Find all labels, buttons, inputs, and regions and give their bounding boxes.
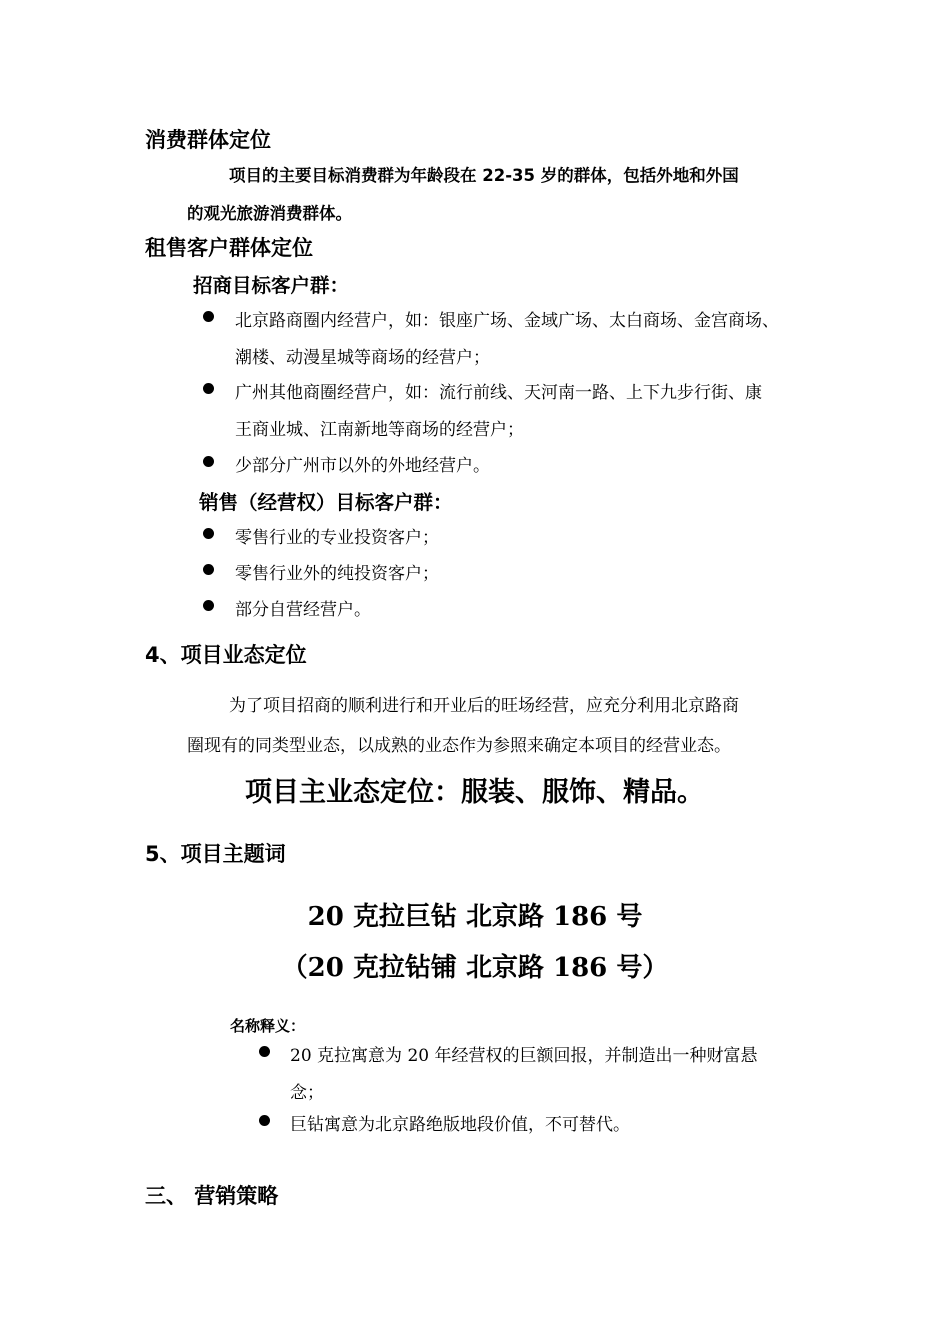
bullet-icon [203,311,214,322]
consumer-text-line2: 的观光旅游消费群体。 [187,204,352,223]
leasing-item-2-line2: 王商业城、江南新地等商场的经营户； [235,420,524,440]
heading-section-4: 4、项目业态定位 [145,643,307,667]
name-explanation-label: 名称释义： [230,1017,306,1035]
bullet-icon [203,528,214,539]
leasing-item-2-line1: 广州其他商圈经营户，如：流行前线、天河南一路、上下九步行街、康 [235,383,762,403]
leasing-item-3: 少部分广州市以外的外地经营户。 [235,456,490,476]
leasing-item-1-line2: 潮楼、动漫星城等商场的经营户； [235,348,490,368]
leasing-item-1-line1: 北京路商圈内经营户，如：银座广场、金域广场、太白商场、金宫商场、 [235,311,779,331]
theme-title-2: （20 克拉钻铺 北京路 186 号） [281,953,669,983]
theme-title-1: 20 克拉巨钻 北京路 186 号 [307,902,643,932]
bullet-icon [203,600,214,611]
sales-item-1: 零售行业的专业投资客户； [235,528,439,548]
sales-item-2: 零售行业外的纯投资客户； [235,564,439,584]
bullet-icon [203,383,214,394]
bullet-icon [203,564,214,575]
bullet-icon [259,1115,270,1126]
bullet-icon [259,1046,270,1057]
heading-consumer-positioning: 消费群体定位 [145,128,271,152]
heading-section-5: 5、项目主题词 [145,842,286,866]
heading-section-three: 三、 营销策略 [145,1184,279,1208]
explain-item-1-line1: 20 克拉寓意为 20 年经营权的巨额回报，并制造出一种财富悬 [290,1046,758,1066]
sales-item-3: 部分自营经营户。 [235,600,371,620]
heading-tenant-positioning: 租售客户群体定位 [145,236,313,260]
explain-item-1-line2: 念； [290,1083,324,1103]
business-highlight: 项目主业态定位：服装、服饰、精品。 [245,777,704,808]
sec4-text-line1: 为了项目招商的顺利进行和开业后的旺场经营，应充分利用北京路商 [229,696,739,716]
bullet-icon [203,456,214,467]
subheading-sales: 销售（经营权）目标客户群： [199,491,453,514]
sec4-text-line2: 圈现有的同类型业态，以成熟的业态作为参照来确定本项目的经营业态。 [187,736,731,756]
consumer-text-line1: 项目的主要目标消费群为年龄段在 22-35 岁的群体，包括外地和外国 [229,166,739,185]
explain-item-2: 巨钻寓意为北京路绝版地段价值，不可替代。 [290,1115,630,1135]
subheading-leasing: 招商目标客户群： [193,274,350,297]
